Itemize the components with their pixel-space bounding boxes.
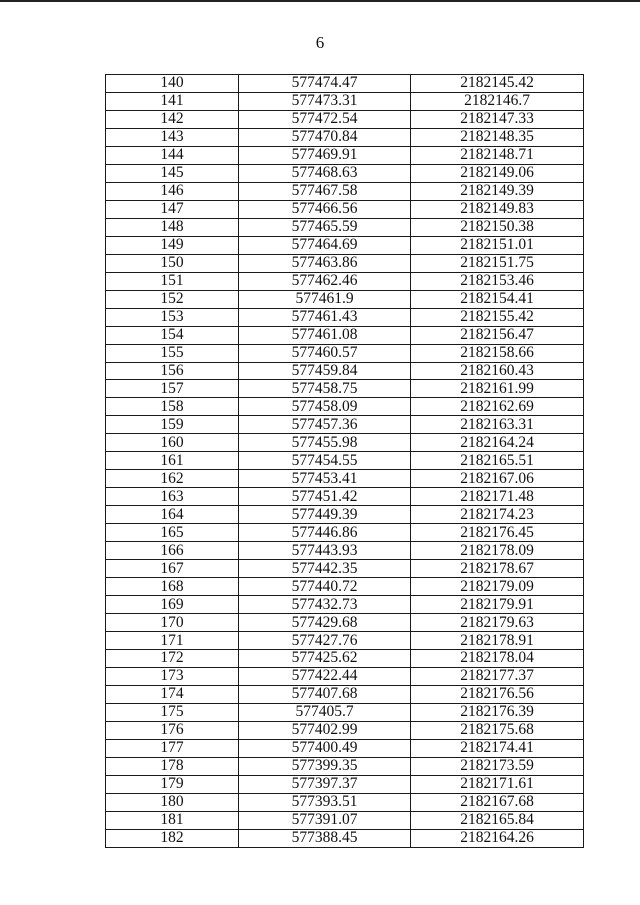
x-coordinate-cell: 577458.09 — [239, 398, 411, 416]
x-coordinate-cell: 577458.75 — [239, 380, 411, 398]
x-coordinate-cell: 577443.93 — [239, 542, 411, 560]
y-coordinate-cell: 2182161.99 — [411, 380, 584, 398]
y-coordinate-cell: 2182176.39 — [411, 703, 584, 721]
y-coordinate-cell: 2182178.09 — [411, 542, 584, 560]
y-coordinate-cell: 2182154.41 — [411, 290, 584, 308]
x-coordinate-cell: 577460.57 — [239, 344, 411, 362]
point-number-cell: 170 — [106, 614, 239, 632]
x-coordinate-cell: 577461.9 — [239, 290, 411, 308]
table-row — [106, 596, 584, 614]
table-row — [106, 398, 584, 416]
point-number-cell: 178 — [106, 757, 239, 775]
y-coordinate-cell: 2182178.04 — [411, 650, 584, 668]
table-row — [106, 254, 584, 272]
y-coordinate-cell: 2182145.42 — [411, 75, 584, 93]
y-coordinate-cell: 2182163.31 — [411, 416, 584, 434]
table-row — [106, 470, 584, 488]
x-coordinate-cell: 577440.72 — [239, 578, 411, 596]
x-coordinate-cell: 577427.76 — [239, 632, 411, 650]
y-coordinate-cell: 2182177.37 — [411, 667, 584, 685]
point-number-cell: 145 — [106, 164, 239, 182]
x-coordinate-cell: 577453.41 — [239, 470, 411, 488]
y-coordinate-cell: 2182165.51 — [411, 452, 584, 470]
table-row — [106, 614, 584, 632]
point-number-cell: 166 — [106, 542, 239, 560]
y-coordinate-cell: 2182149.83 — [411, 200, 584, 218]
y-coordinate-cell: 2182178.91 — [411, 632, 584, 650]
x-coordinate-cell: 577469.91 — [239, 146, 411, 164]
x-coordinate-cell: 577454.55 — [239, 452, 411, 470]
y-coordinate-cell: 2182171.48 — [411, 488, 584, 506]
y-coordinate-cell: 2182148.71 — [411, 146, 584, 164]
table-row — [106, 757, 584, 775]
table-row — [106, 703, 584, 721]
point-number-cell: 169 — [106, 596, 239, 614]
point-number-cell: 160 — [106, 434, 239, 452]
table-row — [106, 92, 584, 110]
x-coordinate-cell: 577464.69 — [239, 236, 411, 254]
point-number-cell: 148 — [106, 218, 239, 236]
point-number-cell: 167 — [106, 560, 239, 578]
y-coordinate-cell: 2182171.61 — [411, 775, 584, 793]
y-coordinate-cell: 2182175.68 — [411, 721, 584, 739]
x-coordinate-cell: 577468.63 — [239, 164, 411, 182]
table-row — [106, 416, 584, 434]
y-coordinate-cell: 2182165.84 — [411, 811, 584, 829]
point-number-cell: 141 — [106, 92, 239, 110]
point-number-cell: 142 — [106, 110, 239, 128]
y-coordinate-cell: 2182148.35 — [411, 128, 584, 146]
point-number-cell: 175 — [106, 703, 239, 721]
y-coordinate-cell: 2182149.39 — [411, 182, 584, 200]
page-number: 6 — [315, 33, 325, 52]
point-number-cell: 161 — [106, 452, 239, 470]
x-coordinate-cell: 577463.86 — [239, 254, 411, 272]
x-coordinate-cell: 577465.59 — [239, 218, 411, 236]
top-edge-rule — [0, 0, 640, 2]
y-coordinate-cell: 2182151.01 — [411, 236, 584, 254]
x-coordinate-cell: 577405.7 — [239, 703, 411, 721]
table-row — [106, 739, 584, 757]
table-row — [106, 344, 584, 362]
table-row — [106, 829, 584, 847]
y-coordinate-cell: 2182164.24 — [411, 434, 584, 452]
x-coordinate-cell: 577442.35 — [239, 560, 411, 578]
y-coordinate-cell: 2182160.43 — [411, 362, 584, 380]
x-coordinate-cell: 577474.47 — [239, 75, 411, 93]
point-number-cell: 182 — [106, 829, 239, 847]
table-row — [106, 434, 584, 452]
point-number-cell: 151 — [106, 272, 239, 290]
table-row — [106, 218, 584, 236]
x-coordinate-cell: 577391.07 — [239, 811, 411, 829]
point-number-cell: 146 — [106, 182, 239, 200]
point-number-cell: 150 — [106, 254, 239, 272]
y-coordinate-cell: 2182150.38 — [411, 218, 584, 236]
y-coordinate-cell: 2182173.59 — [411, 757, 584, 775]
table-row — [106, 326, 584, 344]
x-coordinate-cell: 577470.84 — [239, 128, 411, 146]
table-row — [106, 290, 584, 308]
point-number-cell: 177 — [106, 739, 239, 757]
x-coordinate-cell: 577449.39 — [239, 506, 411, 524]
table-row — [106, 488, 584, 506]
point-number-cell: 171 — [106, 632, 239, 650]
table-row — [106, 236, 584, 254]
table-row — [106, 775, 584, 793]
x-coordinate-cell: 577472.54 — [239, 110, 411, 128]
point-number-cell: 155 — [106, 344, 239, 362]
y-coordinate-cell: 2182174.41 — [411, 739, 584, 757]
coordinates-table-body — [106, 75, 584, 848]
x-coordinate-cell: 577422.44 — [239, 667, 411, 685]
x-coordinate-cell: 577462.46 — [239, 272, 411, 290]
table-row — [106, 721, 584, 739]
x-coordinate-cell: 577451.42 — [239, 488, 411, 506]
y-coordinate-cell: 2182179.63 — [411, 614, 584, 632]
table-row — [106, 632, 584, 650]
point-number-cell: 162 — [106, 470, 239, 488]
y-coordinate-cell: 2182147.33 — [411, 110, 584, 128]
point-number-cell: 140 — [106, 75, 239, 93]
y-coordinate-cell: 2182156.47 — [411, 326, 584, 344]
x-coordinate-cell: 577397.37 — [239, 775, 411, 793]
y-coordinate-cell: 2182176.45 — [411, 524, 584, 542]
table-row — [106, 380, 584, 398]
x-coordinate-cell: 577432.73 — [239, 596, 411, 614]
table-row — [106, 182, 584, 200]
point-number-cell: 172 — [106, 650, 239, 668]
table-row — [106, 146, 584, 164]
point-number-cell: 159 — [106, 416, 239, 434]
table-row — [106, 452, 584, 470]
table-row — [106, 685, 584, 703]
point-number-cell: 168 — [106, 578, 239, 596]
y-coordinate-cell: 2182158.66 — [411, 344, 584, 362]
x-coordinate-cell: 577467.58 — [239, 182, 411, 200]
table-row — [106, 667, 584, 685]
table-row — [106, 524, 584, 542]
point-number-cell: 180 — [106, 793, 239, 811]
point-number-cell: 165 — [106, 524, 239, 542]
table-row — [106, 560, 584, 578]
table-row — [106, 272, 584, 290]
y-coordinate-cell: 2182162.69 — [411, 398, 584, 416]
point-number-cell: 149 — [106, 236, 239, 254]
x-coordinate-cell: 577407.68 — [239, 685, 411, 703]
x-coordinate-cell: 577388.45 — [239, 829, 411, 847]
table-row — [106, 362, 584, 380]
table-row — [106, 164, 584, 182]
point-number-cell: 173 — [106, 667, 239, 685]
table-row — [106, 128, 584, 146]
table-row — [106, 811, 584, 829]
table-row — [106, 793, 584, 811]
x-coordinate-cell: 577459.84 — [239, 362, 411, 380]
point-number-cell: 144 — [106, 146, 239, 164]
y-coordinate-cell: 2182153.46 — [411, 272, 584, 290]
point-number-cell: 153 — [106, 308, 239, 326]
coordinates-table — [105, 74, 584, 848]
point-number-cell: 176 — [106, 721, 239, 739]
table-row — [106, 578, 584, 596]
y-coordinate-cell: 2182164.26 — [411, 829, 584, 847]
table-row — [106, 506, 584, 524]
x-coordinate-cell: 577393.51 — [239, 793, 411, 811]
y-coordinate-cell: 2182174.23 — [411, 506, 584, 524]
point-number-cell: 163 — [106, 488, 239, 506]
table-row — [106, 650, 584, 668]
point-number-cell: 147 — [106, 200, 239, 218]
x-coordinate-cell: 577425.62 — [239, 650, 411, 668]
y-coordinate-cell: 2182179.91 — [411, 596, 584, 614]
y-coordinate-cell: 2182146.7 — [411, 92, 584, 110]
y-coordinate-cell: 2182149.06 — [411, 164, 584, 182]
x-coordinate-cell: 577429.68 — [239, 614, 411, 632]
x-coordinate-cell: 577455.98 — [239, 434, 411, 452]
x-coordinate-cell: 577446.86 — [239, 524, 411, 542]
point-number-cell: 179 — [106, 775, 239, 793]
y-coordinate-cell: 2182151.75 — [411, 254, 584, 272]
point-number-cell: 157 — [106, 380, 239, 398]
point-number-cell: 154 — [106, 326, 239, 344]
y-coordinate-cell: 2182176.56 — [411, 685, 584, 703]
x-coordinate-cell: 577461.43 — [239, 308, 411, 326]
table-row — [106, 75, 584, 93]
x-coordinate-cell: 577399.35 — [239, 757, 411, 775]
x-coordinate-cell: 577457.36 — [239, 416, 411, 434]
x-coordinate-cell: 577466.56 — [239, 200, 411, 218]
point-number-cell: 152 — [106, 290, 239, 308]
x-coordinate-cell: 577400.49 — [239, 739, 411, 757]
table-row — [106, 110, 584, 128]
point-number-cell: 181 — [106, 811, 239, 829]
x-coordinate-cell: 577402.99 — [239, 721, 411, 739]
point-number-cell: 164 — [106, 506, 239, 524]
table-row — [106, 308, 584, 326]
x-coordinate-cell: 577473.31 — [239, 92, 411, 110]
y-coordinate-cell: 2182155.42 — [411, 308, 584, 326]
point-number-cell: 174 — [106, 685, 239, 703]
point-number-cell: 158 — [106, 398, 239, 416]
x-coordinate-cell: 577461.08 — [239, 326, 411, 344]
y-coordinate-cell: 2182179.09 — [411, 578, 584, 596]
point-number-cell: 156 — [106, 362, 239, 380]
table-row — [106, 542, 584, 560]
y-coordinate-cell: 2182167.06 — [411, 470, 584, 488]
point-number-cell: 143 — [106, 128, 239, 146]
y-coordinate-cell: 2182167.68 — [411, 793, 584, 811]
table-row — [106, 200, 584, 218]
y-coordinate-cell: 2182178.67 — [411, 560, 584, 578]
